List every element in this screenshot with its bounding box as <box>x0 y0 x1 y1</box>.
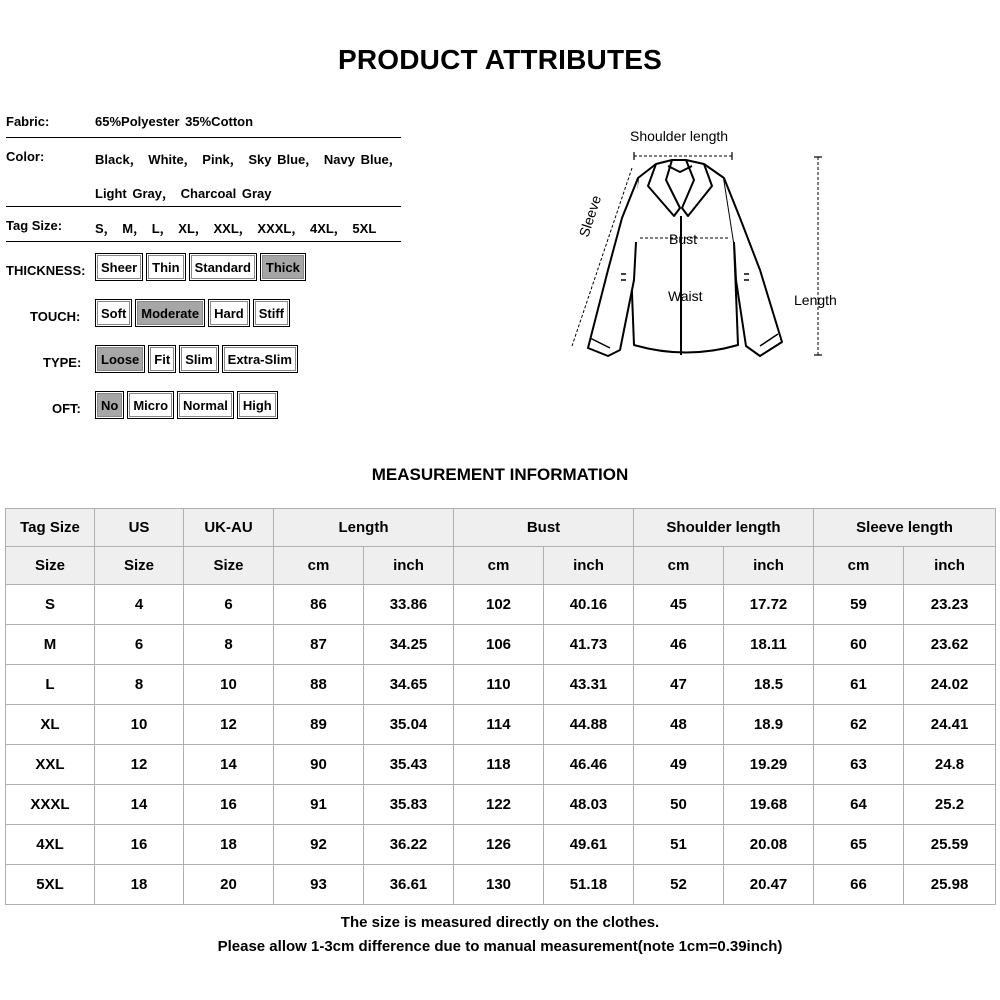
table-cell: 45 <box>634 585 724 625</box>
table-cell: 25.2 <box>904 785 996 825</box>
table-cell: 19.68 <box>724 785 814 825</box>
table-cell: 34.25 <box>364 625 454 665</box>
subheader-cell: cm <box>814 547 904 585</box>
oft-options <box>95 391 278 419</box>
table-row <box>6 705 996 745</box>
color-value-line2: Light Gray， Charcoal Gray <box>95 186 272 201</box>
table-cell: 18.9 <box>724 705 814 745</box>
option-chip: Normal <box>177 391 234 419</box>
subheader-cell: Size <box>6 547 95 585</box>
table-cell: 4 <box>95 585 184 625</box>
table-cell: 10 <box>95 705 184 745</box>
table-cell: 36.61 <box>364 865 454 905</box>
thickness-options <box>95 253 306 281</box>
divider <box>6 206 401 207</box>
table-cell: 114 <box>454 705 544 745</box>
table-cell: 6 <box>184 585 274 625</box>
option-chip: Thin <box>146 253 185 281</box>
table-cell: 65 <box>814 825 904 865</box>
table-cell: 10 <box>184 665 274 705</box>
table-cell: 110 <box>454 665 544 705</box>
option-chip: No <box>95 391 124 419</box>
table-cell: 8 <box>95 665 184 705</box>
table-cell: 8 <box>184 625 274 665</box>
table-cell: 91 <box>274 785 364 825</box>
sleeve-label: Sleeve <box>575 193 605 239</box>
table-cell: 25.59 <box>904 825 996 865</box>
table-cell: M <box>6 625 95 665</box>
fabric-value: 65%Polyester 35%Cotton <box>95 114 254 129</box>
table-cell: 14 <box>95 785 184 825</box>
thickness-label: THICKNESS: <box>6 263 86 278</box>
table-cell: 35.83 <box>364 785 454 825</box>
table-cell: S <box>6 585 95 625</box>
table-cell: 52 <box>634 865 724 905</box>
table-cell: 34.65 <box>364 665 454 705</box>
table-row <box>6 745 996 785</box>
option-chip: Thick <box>260 253 306 281</box>
table-row <box>6 625 996 665</box>
subheader-cell: cm <box>274 547 364 585</box>
table-cell: 46.46 <box>544 745 634 785</box>
table-cell: 20 <box>184 865 274 905</box>
table-cell: 90 <box>274 745 364 785</box>
divider <box>6 137 401 138</box>
table-cell: 12 <box>184 705 274 745</box>
subheader-cell: cm <box>454 547 544 585</box>
type-options <box>95 345 298 373</box>
table-cell: 102 <box>454 585 544 625</box>
table-cell: 48 <box>634 705 724 745</box>
table-cell: 130 <box>454 865 544 905</box>
option-chip: High <box>237 391 278 419</box>
color-value-line1: Black， White， Pink， Sky Blue， Navy Blue， <box>95 152 402 167</box>
touch-options <box>95 299 290 327</box>
option-chip: Stiff <box>253 299 290 327</box>
header-row <box>6 509 996 547</box>
table-cell: 33.86 <box>364 585 454 625</box>
option-chip: Fit <box>148 345 176 373</box>
table-cell: 35.43 <box>364 745 454 785</box>
table-cell: 35.04 <box>364 705 454 745</box>
table-cell: 24.8 <box>904 745 996 785</box>
table-cell: 24.41 <box>904 705 996 745</box>
table-cell: 64 <box>814 785 904 825</box>
table-cell: 18 <box>184 825 274 865</box>
table-cell: 60 <box>814 625 904 665</box>
option-chip: Slim <box>179 345 218 373</box>
table-cell: 16 <box>184 785 274 825</box>
table-cell: 16 <box>95 825 184 865</box>
option-chip: Moderate <box>135 299 205 327</box>
oft-label: OFT: <box>52 401 81 416</box>
table-cell: 25.98 <box>904 865 996 905</box>
table-cell: 49.61 <box>544 825 634 865</box>
table-cell: 23.62 <box>904 625 996 665</box>
header-cell: Bust <box>454 509 634 547</box>
subheader-cell: Size <box>95 547 184 585</box>
header-cell: US <box>95 509 184 547</box>
table-cell: 61 <box>814 665 904 705</box>
fabric-label: Fabric: <box>6 114 50 129</box>
shoulder-length-label: Shoulder length <box>630 128 729 144</box>
table-cell: 4XL <box>6 825 95 865</box>
subheader-cell: inch <box>544 547 634 585</box>
table-cell: XL <box>6 705 95 745</box>
table-cell: 14 <box>184 745 274 785</box>
table-cell: 18.11 <box>724 625 814 665</box>
subheader-cell: inch <box>724 547 814 585</box>
table-cell: 88 <box>274 665 364 705</box>
jacket-measurement-diagram <box>560 120 860 370</box>
table-cell: 12 <box>95 745 184 785</box>
table-cell: 50 <box>634 785 724 825</box>
table-cell: 40.16 <box>544 585 634 625</box>
divider <box>6 241 401 242</box>
table-cell: 89 <box>274 705 364 745</box>
table-cell: 44.88 <box>544 705 634 745</box>
table-row <box>6 665 996 705</box>
table-cell: 51.18 <box>544 865 634 905</box>
tag-size-value: S， M， L， XL， XXL， XXXL， 4XL， 5XL <box>95 221 377 236</box>
table-cell: 51 <box>634 825 724 865</box>
footer-note-1: The size is measured directly on the clothes. <box>340 914 660 931</box>
table-cell: 126 <box>454 825 544 865</box>
option-chip: Sheer <box>95 253 143 281</box>
measurement-title: MEASUREMENT INFORMATION <box>371 465 629 484</box>
table-cell: 118 <box>454 745 544 785</box>
touch-label: TOUCH: <box>30 309 81 324</box>
table-cell: 47 <box>634 665 724 705</box>
subheader-cell: inch <box>364 547 454 585</box>
option-chip: Loose <box>95 345 145 373</box>
option-chip: Micro <box>127 391 174 419</box>
subheader-cell: Size <box>184 547 274 585</box>
length-label: Length <box>794 292 837 308</box>
table-cell: 41.73 <box>544 625 634 665</box>
table-cell: 5XL <box>6 865 95 905</box>
table-cell: 36.22 <box>364 825 454 865</box>
jacket-outline-icon <box>588 160 782 356</box>
table-cell: XXL <box>6 745 95 785</box>
table-cell: 46 <box>634 625 724 665</box>
header-cell: Sleeve length <box>814 509 996 547</box>
header-cell: Tag Size <box>6 509 95 547</box>
option-chip: Soft <box>95 299 132 327</box>
color-label: Color: <box>6 149 45 164</box>
waist-label: Waist <box>668 288 703 304</box>
option-chip: Extra-Slim <box>222 345 298 373</box>
table-cell: 63 <box>814 745 904 785</box>
footer-note-2: Please allow 1-3cm difference due to manual measurement(note 1cm=0.39inch) <box>217 938 783 955</box>
header-cell: Length <box>274 509 454 547</box>
size-chart-table <box>5 508 996 905</box>
table-cell: 19.29 <box>724 745 814 785</box>
table-cell: 24.02 <box>904 665 996 705</box>
table-cell: 20.47 <box>724 865 814 905</box>
subheader-cell: cm <box>634 547 724 585</box>
table-row <box>6 585 996 625</box>
table-cell: 86 <box>274 585 364 625</box>
header-cell: UK-AU <box>184 509 274 547</box>
table-row <box>6 785 996 825</box>
table-row <box>6 865 996 905</box>
table-cell: 66 <box>814 865 904 905</box>
type-label: TYPE: <box>43 355 82 370</box>
table-cell: 18 <box>95 865 184 905</box>
page-title: PRODUCT ATTRIBUTES <box>337 44 663 75</box>
table-cell: 87 <box>274 625 364 665</box>
table-cell: 48.03 <box>544 785 634 825</box>
table-cell: 92 <box>274 825 364 865</box>
table-cell: 93 <box>274 865 364 905</box>
bust-label: Bust <box>669 231 698 247</box>
table-cell: 43.31 <box>544 665 634 705</box>
subheader-row <box>6 547 996 585</box>
option-chip: Standard <box>189 253 257 281</box>
table-cell: 17.72 <box>724 585 814 625</box>
table-cell: XXXL <box>6 785 95 825</box>
subheader-cell: inch <box>904 547 996 585</box>
table-cell: 20.08 <box>724 825 814 865</box>
table-cell: 6 <box>95 625 184 665</box>
table-row <box>6 825 996 865</box>
table-cell: 23.23 <box>904 585 996 625</box>
table-cell: 59 <box>814 585 904 625</box>
header-cell: Shoulder length <box>634 509 814 547</box>
table-cell: L <box>6 665 95 705</box>
option-chip: Hard <box>208 299 250 327</box>
table-cell: 18.5 <box>724 665 814 705</box>
table-cell: 49 <box>634 745 724 785</box>
table-cell: 106 <box>454 625 544 665</box>
table-cell: 122 <box>454 785 544 825</box>
tag-size-label: Tag Size: <box>6 218 63 233</box>
table-cell: 62 <box>814 705 904 745</box>
